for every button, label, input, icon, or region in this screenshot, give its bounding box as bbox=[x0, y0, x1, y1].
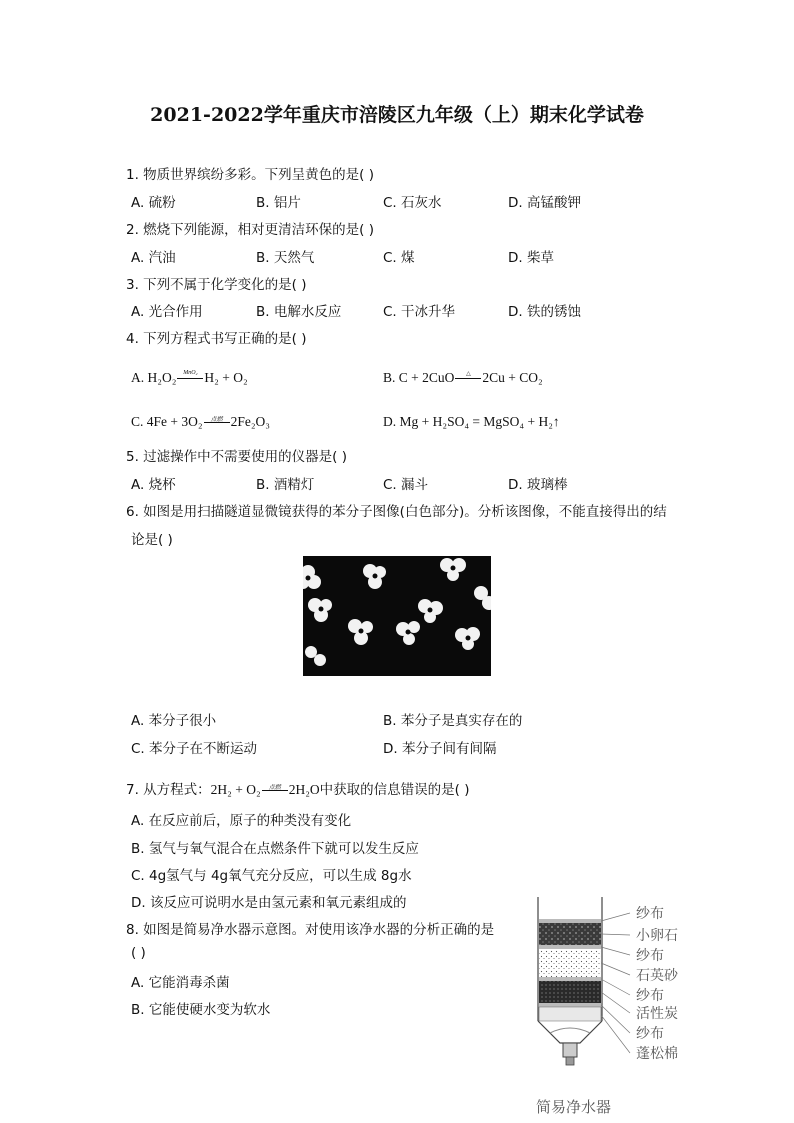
q2-option-b: B. 天然气 bbox=[256, 250, 315, 266]
filter-label-gauze-4: 纱布 bbox=[636, 1026, 664, 1042]
question-6-stem-line2: 论是( ) bbox=[131, 532, 173, 548]
q4-b-label: B. bbox=[383, 370, 396, 385]
filter-label-gauze-3: 纱布 bbox=[636, 988, 664, 1004]
q4-a-right: H₂ + O₂ bbox=[204, 370, 248, 385]
q4-c-condition: 点燃 bbox=[210, 417, 223, 424]
q4-b-condition: △ bbox=[466, 371, 471, 378]
filter-label-gauze-1: 纱布 bbox=[636, 906, 664, 922]
benzene-molecule-stm-image bbox=[303, 556, 491, 676]
q5-option-c: C. 漏斗 bbox=[383, 477, 429, 493]
q2-option-c: C. 煤 bbox=[383, 250, 415, 266]
q4-option-d bbox=[383, 414, 560, 430]
q7-stem-post: 中获取的信息错误的是( ) bbox=[319, 782, 470, 798]
q4-a-left: H₂O₂ bbox=[147, 370, 177, 385]
q4-b-right: 2Cu + CO₂ bbox=[482, 370, 543, 385]
q6-option-b: B. 苯分子是真实存在的 bbox=[383, 713, 523, 729]
q4-c-right: 2Fe₂O₃ bbox=[230, 414, 271, 429]
reaction-line bbox=[204, 417, 230, 424]
question-8-stem-line2: ( ) bbox=[131, 945, 146, 961]
q7-stem-pre: 7. 从方程式： bbox=[126, 782, 211, 798]
q4-b-left: C + 2CuO bbox=[398, 370, 455, 385]
q7-eq-condition: 点燃 bbox=[268, 783, 281, 791]
q7-option-c: C. 4g氢气与 4g氧气充分反应，可以生成 8g水 bbox=[131, 868, 412, 884]
exam-title: 2021-2022学年重庆市涪陵区九年级（上）期末化学试卷 bbox=[150, 104, 644, 126]
q7-eq-right: 2H₂O bbox=[288, 782, 320, 797]
q4-option-c bbox=[131, 414, 270, 430]
q7-option-d: D. 该反应可说明水是由氢元素和氧元素组成的 bbox=[131, 895, 407, 911]
q1-option-a: A. 硫粉 bbox=[131, 195, 176, 211]
q6-option-d: D. 苯分子间有间隔 bbox=[383, 741, 497, 757]
reaction-line bbox=[177, 370, 203, 379]
filter-label-activated-carbon: 活性炭 bbox=[636, 1006, 678, 1022]
reaction-line bbox=[262, 783, 288, 791]
q8-option-a: A. 它能消毒杀菌 bbox=[131, 975, 230, 991]
q4-option-b bbox=[383, 370, 543, 386]
q4-option-a bbox=[131, 370, 248, 386]
question-3-stem: 3. 下列不属于化学变化的是( ) bbox=[126, 277, 307, 293]
q4-d-label: D. bbox=[383, 414, 397, 429]
q7-option-a: A. 在反应前后，原子的种类没有变化 bbox=[131, 813, 352, 829]
q3-option-a: A. 光合作用 bbox=[131, 304, 203, 320]
q8-option-b: B. 它能使硬水变为软水 bbox=[131, 1002, 271, 1018]
q7-eq-left: 2H₂ + O₂ bbox=[210, 782, 261, 797]
question-2-stem: 2. 燃烧下列能源，相对更清洁环保的是( ) bbox=[126, 222, 374, 238]
q7-option-b: B. 氢气与氧气混合在点燃条件下就可以发生反应 bbox=[131, 841, 419, 857]
question-6-stem-line1: 6. 如图是用扫描隧道显微镜获得的苯分子图像(白色部分)。分析该图像，不能直接得出的结 bbox=[126, 504, 667, 520]
q4-d-equation: Mg + H₂SO₄ = MgSO₄ + H₂↑ bbox=[399, 414, 560, 429]
q2-option-a: A. 汽油 bbox=[131, 250, 176, 266]
q4-a-label: A. bbox=[131, 370, 145, 385]
q1-option-d: D. 高锰酸钾 bbox=[508, 195, 581, 211]
q3-option-d: D. 铁的锈蚀 bbox=[508, 304, 581, 320]
q2-option-d: D. 柴草 bbox=[508, 250, 554, 266]
q6-option-c: C. 苯分子在不断运动 bbox=[131, 741, 258, 757]
question-5-stem: 5. 过滤操作中不需要使用的仪器是( ) bbox=[126, 449, 347, 465]
filter-label-quartz-sand: 石英砂 bbox=[636, 968, 678, 984]
q3-option-c: C. 干冰升华 bbox=[383, 304, 456, 320]
q1-option-c: C. 石灰水 bbox=[383, 195, 442, 211]
question-4-stem: 4. 下列方程式书写正确的是( ) bbox=[126, 331, 307, 347]
q1-option-b: B. 铝片 bbox=[256, 195, 301, 211]
q5-option-a: A. 烧杯 bbox=[131, 477, 176, 493]
filter-label-pebbles: 小卵石 bbox=[636, 928, 678, 944]
q5-option-b: B. 酒精灯 bbox=[256, 477, 315, 493]
water-filter-diagram bbox=[520, 895, 640, 1095]
filter-label-gauze-2: 纱布 bbox=[636, 948, 664, 964]
q4-c-left: 4Fe + 3O₂ bbox=[146, 414, 203, 429]
q5-option-d: D. 玻璃棒 bbox=[508, 477, 568, 493]
q4-a-condition: MnO₂ bbox=[183, 370, 198, 377]
filter-label-cotton: 蓬松棉 bbox=[636, 1046, 678, 1062]
question-1-stem: 1. 物质世界缤纷多彩。下列呈黄色的是( ) bbox=[126, 167, 374, 183]
question-8-stem-line1: 8. 如图是简易净水器示意图。对使用该净水器的分析正确的是 bbox=[126, 922, 495, 938]
q6-option-a: A. 苯分子很小 bbox=[131, 713, 217, 729]
q4-c-label: C. bbox=[131, 414, 144, 429]
q3-option-b: B. 电解水反应 bbox=[256, 304, 342, 320]
question-7-stem bbox=[126, 778, 470, 798]
reaction-line bbox=[455, 371, 481, 379]
filter-caption: 简易净水器 bbox=[536, 1098, 612, 1116]
